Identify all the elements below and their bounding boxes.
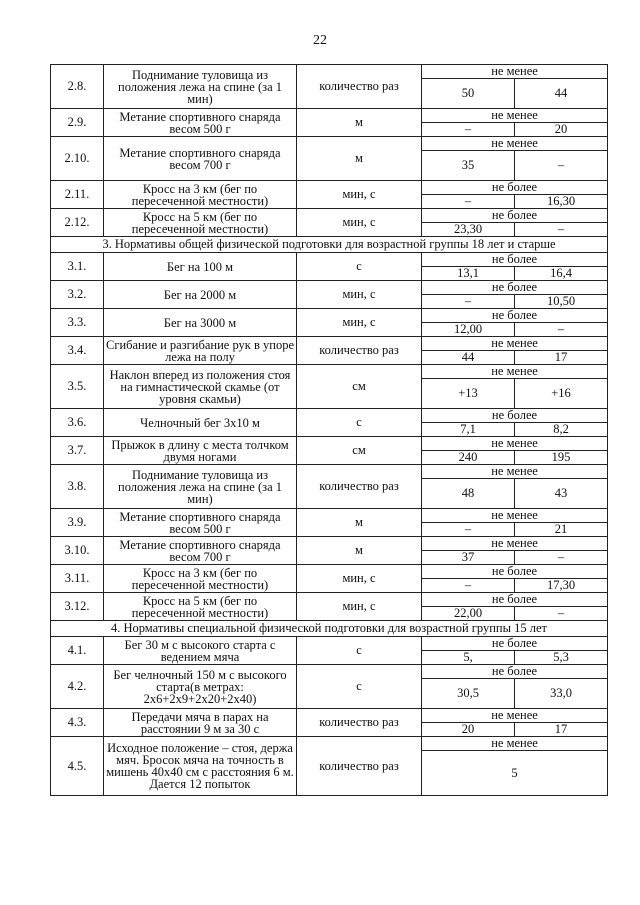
exercise-name: Кросс на 3 км (бег по пересеченной местности) bbox=[104, 181, 297, 209]
exercise-name: Бег 30 м с высокого старта с ведением мяча bbox=[104, 637, 297, 665]
exercise-name: Поднимание туловища из положения лежа на спине (за 1 мин) bbox=[104, 465, 297, 509]
exercise-name: Поднимание туловища из положения лежа на спине (за 1 мин) bbox=[104, 65, 297, 109]
unit-cell: мин, с bbox=[297, 281, 422, 309]
norms-table bbox=[50, 64, 608, 796]
unit-cell: количество раз bbox=[297, 65, 422, 109]
exercise-name: Метание спортивного снаряда весом 700 г bbox=[104, 137, 297, 181]
row-number: 4.2. bbox=[51, 665, 104, 709]
value-1: 7,1 bbox=[422, 423, 515, 437]
row-number: 4.1. bbox=[51, 637, 104, 665]
unit-cell: с bbox=[297, 409, 422, 437]
limit-label: не менее bbox=[422, 137, 608, 151]
value-1: 50 bbox=[422, 79, 515, 109]
row-number: 2.8. bbox=[51, 65, 104, 109]
value-1: – bbox=[422, 295, 515, 309]
value-1: – bbox=[422, 523, 515, 537]
row-number: 3.4. bbox=[51, 337, 104, 365]
unit-cell: м bbox=[297, 537, 422, 565]
limit-label: не менее bbox=[422, 365, 608, 379]
row-number: 4.5. bbox=[51, 737, 104, 796]
value-2: 16,30 bbox=[515, 195, 608, 209]
value-1: 37 bbox=[422, 551, 515, 565]
unit-cell: с bbox=[297, 665, 422, 709]
row-number: 3.10. bbox=[51, 537, 104, 565]
unit-cell: количество раз bbox=[297, 709, 422, 737]
value-2: – bbox=[515, 551, 608, 565]
value-1: 48 bbox=[422, 479, 515, 509]
value-1: – bbox=[422, 579, 515, 593]
value-1: 5, bbox=[422, 651, 515, 665]
row-number: 3.8. bbox=[51, 465, 104, 509]
limit-label: не менее bbox=[422, 437, 608, 451]
limit-label: не менее bbox=[422, 737, 608, 751]
value-1: +13 bbox=[422, 379, 515, 409]
row-number: 3.5. bbox=[51, 365, 104, 409]
value-1: – bbox=[422, 195, 515, 209]
exercise-name: Прыжок в длину с места толчком двумя ногами bbox=[104, 437, 297, 465]
value-2: 8,2 bbox=[515, 423, 608, 437]
page-number: 22 bbox=[313, 33, 327, 48]
limit-label: не менее bbox=[422, 537, 608, 551]
row-number: 3.12. bbox=[51, 593, 104, 621]
value-1: 20 bbox=[422, 723, 515, 737]
limit-label: не менее bbox=[422, 65, 608, 79]
unit-cell: с bbox=[297, 253, 422, 281]
unit-cell: мин, с bbox=[297, 209, 422, 237]
exercise-name: Метание спортивного снаряда весом 500 г bbox=[104, 509, 297, 537]
section-title: 4. Нормативы специальной физической подготовки для возрастной группы 15 лет bbox=[51, 621, 608, 637]
row-number: 3.7. bbox=[51, 437, 104, 465]
row-number: 3.6. bbox=[51, 409, 104, 437]
value-1: 30,5 bbox=[422, 679, 515, 709]
exercise-name: Бег челночный 150 м с высокого старта(в метрах: 2x6+2x9+2x20+2x40) bbox=[104, 665, 297, 709]
limit-label: не менее bbox=[422, 709, 608, 723]
unit-cell: количество раз bbox=[297, 337, 422, 365]
row-number: 3.1. bbox=[51, 253, 104, 281]
unit-cell: мин, с bbox=[297, 309, 422, 337]
limit-label: не менее bbox=[422, 337, 608, 351]
exercise-name: Исходное положение – стоя, держа мяч. Бросок мяча на точность в мишень 40x40 см с расстояния 6 м. Дается 12 попыток bbox=[104, 737, 297, 796]
value-2: 20 bbox=[515, 123, 608, 137]
limit-label: не менее bbox=[422, 109, 608, 123]
value-2: – bbox=[515, 323, 608, 337]
row-number: 3.11. bbox=[51, 565, 104, 593]
limit-label: не более bbox=[422, 409, 608, 423]
exercise-name: Бег на 3000 м bbox=[104, 309, 297, 337]
row-number: 3.9. bbox=[51, 509, 104, 537]
value-1: 12,00 bbox=[422, 323, 515, 337]
limit-label: не менее bbox=[422, 509, 608, 523]
value-1: 13,1 bbox=[422, 267, 515, 281]
unit-cell: количество раз bbox=[297, 465, 422, 509]
exercise-name: Бег на 100 м bbox=[104, 253, 297, 281]
unit-cell: мин, с bbox=[297, 565, 422, 593]
limit-label: не более bbox=[422, 593, 608, 607]
unit-cell: м bbox=[297, 109, 422, 137]
exercise-name: Бег на 2000 м bbox=[104, 281, 297, 309]
limit-label: не более bbox=[422, 309, 608, 323]
row-number: 4.3. bbox=[51, 709, 104, 737]
exercise-name: Сгибание и разгибание рук в упоре лежа на полу bbox=[104, 337, 297, 365]
value-2: 17 bbox=[515, 351, 608, 365]
exercise-name: Челночный бег 3x10 м bbox=[104, 409, 297, 437]
unit-cell: количество раз bbox=[297, 737, 422, 796]
unit-cell: мин, с bbox=[297, 181, 422, 209]
exercise-name: Кросс на 3 км (бег по пересеченной местности) bbox=[104, 565, 297, 593]
value-2: 43 bbox=[515, 479, 608, 509]
row-number: 2.9. bbox=[51, 109, 104, 137]
row-number: 3.2. bbox=[51, 281, 104, 309]
value-2: 5,3 bbox=[515, 651, 608, 665]
value-1: 44 bbox=[422, 351, 515, 365]
value-1: – bbox=[422, 123, 515, 137]
value-merged: 5 bbox=[422, 751, 608, 796]
exercise-name: Кросс на 5 км (бег по пересеченной местности) bbox=[104, 593, 297, 621]
unit-cell: см bbox=[297, 365, 422, 409]
row-number: 2.11. bbox=[51, 181, 104, 209]
value-2: 33,0 bbox=[515, 679, 608, 709]
value-2: 16,4 bbox=[515, 267, 608, 281]
exercise-name: Метание спортивного снаряда весом 700 г bbox=[104, 537, 297, 565]
row-number: 2.12. bbox=[51, 209, 104, 237]
value-2: +16 bbox=[515, 379, 608, 409]
exercise-name: Метание спортивного снаряда весом 500 г bbox=[104, 109, 297, 137]
value-2: 195 bbox=[515, 451, 608, 465]
limit-label: не более bbox=[422, 565, 608, 579]
limit-label: не более bbox=[422, 665, 608, 679]
limit-label: не более bbox=[422, 253, 608, 267]
value-1: 23,30 bbox=[422, 223, 515, 237]
exercise-name: Наклон вперед из положения стоя на гимнастической скамье (от уровня скамьи) bbox=[104, 365, 297, 409]
value-2: 17,30 bbox=[515, 579, 608, 593]
value-1: 22,00 bbox=[422, 607, 515, 621]
unit-cell: м bbox=[297, 137, 422, 181]
unit-cell: м bbox=[297, 509, 422, 537]
row-number: 2.10. bbox=[51, 137, 104, 181]
value-2: – bbox=[515, 151, 608, 181]
value-2: 10,50 bbox=[515, 295, 608, 309]
value-1: 240 bbox=[422, 451, 515, 465]
value-2: – bbox=[515, 607, 608, 621]
value-2: – bbox=[515, 223, 608, 237]
value-2: 21 bbox=[515, 523, 608, 537]
limit-label: не более bbox=[422, 209, 608, 223]
section-title: 3. Нормативы общей физической подготовки для возрастной группы 18 лет и старше bbox=[51, 237, 608, 253]
limit-label: не более bbox=[422, 181, 608, 195]
limit-label: не более bbox=[422, 281, 608, 295]
limit-label: не более bbox=[422, 637, 608, 651]
limit-label: не менее bbox=[422, 465, 608, 479]
unit-cell: мин, с bbox=[297, 593, 422, 621]
unit-cell: см bbox=[297, 437, 422, 465]
exercise-name: Кросс на 5 км (бег по пересеченной местности) bbox=[104, 209, 297, 237]
value-2: 44 bbox=[515, 79, 608, 109]
value-2: 17 bbox=[515, 723, 608, 737]
exercise-name: Передачи мяча в парах на расстоянии 9 м за 30 с bbox=[104, 709, 297, 737]
row-number: 3.3. bbox=[51, 309, 104, 337]
value-1: 35 bbox=[422, 151, 515, 181]
unit-cell: с bbox=[297, 637, 422, 665]
